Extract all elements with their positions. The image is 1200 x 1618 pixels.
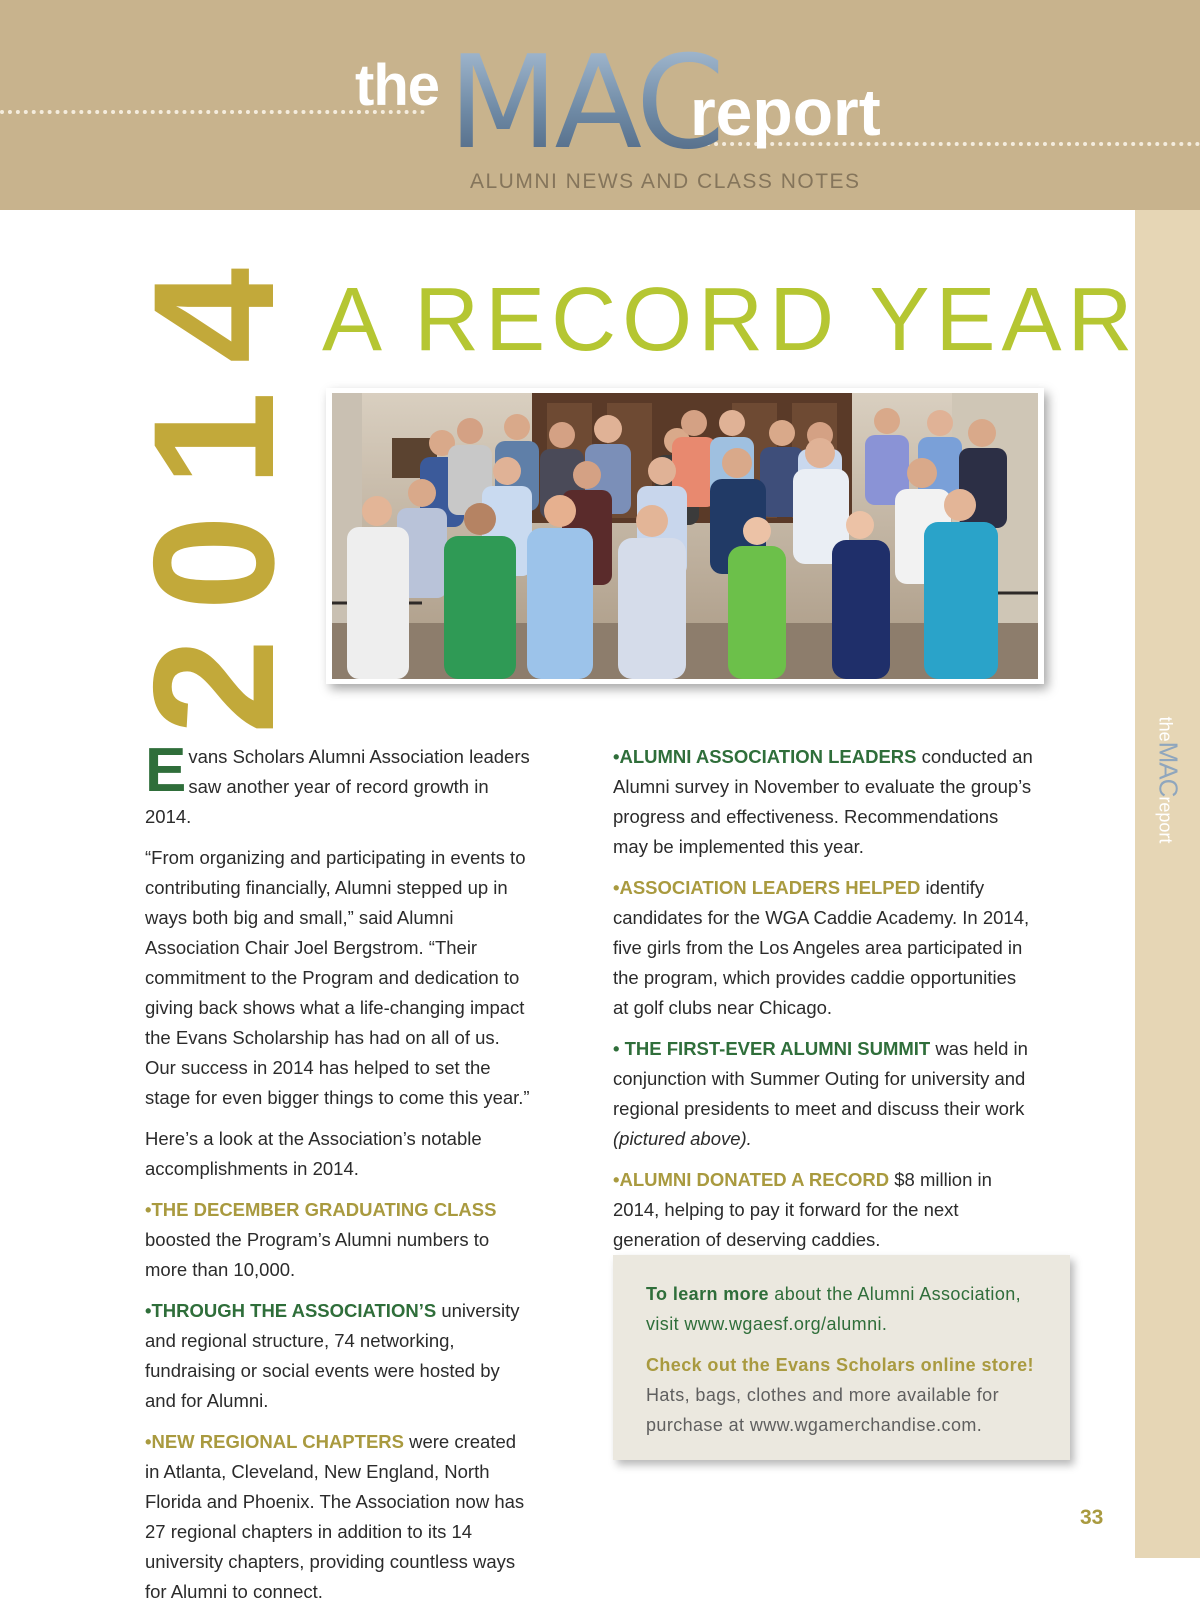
bullet-head: •THROUGH THE ASSOCIATION’S <box>145 1300 437 1321</box>
article-column-left <box>145 736 530 1618</box>
logo-report: report <box>690 75 881 149</box>
bullet-text: conducted an Alumni survey in November to evaluate the group’s progress and effectiveness. Recommendations may be implemented this year. <box>613 746 1033 857</box>
bullet-record-donation <box>613 1165 1033 1255</box>
photo-frame <box>326 388 1044 684</box>
bullet-head: •NEW REGIONAL CHAPTERS <box>145 1431 404 1452</box>
learn-more-link-text[interactable]: about the Alumni Association, visit www.wgaesf.org/alumni. <box>646 1284 1022 1334</box>
article-headline: A RECORD YEAR <box>322 270 1139 370</box>
bullet-alumni-summit <box>613 1034 1033 1154</box>
bullet-regional-chapters <box>145 1427 530 1607</box>
quote-paragraph: “From organizing and participating in events to contributing financially, Alumni stepped up in ways both big and small,” said Alumni Association Chair Joel Bergstrom. “Their commitment to the Program and dedication to giving back shows what a life-changing impact the Evans Scholarship has had on all of us. Our success in 2014 has helped to set the stage for even bigger things to come this year.” <box>145 847 530 1108</box>
bullet-text: university and regional structure, 74 networking, fundraising or social events were hosted by and for Alumni. <box>145 1300 520 1411</box>
side-logo-mac: MAC <box>1153 741 1184 797</box>
bullet-text: was held in conjunction with Summer Outing for university and regional presidents to meet and discuss their work <box>613 1038 1028 1119</box>
logo-mac: MAC <box>448 29 722 178</box>
bullet-head: •ALUMNI DONATED A RECORD <box>613 1169 890 1190</box>
bullet-head: • THE FIRST-EVER ALUMNI SUMMIT <box>613 1038 931 1059</box>
masthead-subtitle: ALUMNI NEWS AND CLASS NOTES <box>470 170 861 193</box>
intro-paragraph <box>145 736 530 832</box>
bullet-text: boosted the Program’s Alumni numbers to more than 10,000. <box>145 1229 490 1280</box>
drop-cap: E <box>145 736 187 805</box>
bullet-caddie-academy <box>613 873 1033 1023</box>
bullet-association-structure <box>145 1296 530 1416</box>
bullet-head: •THE DECEMBER GRADUATING CLASS <box>145 1199 497 1220</box>
group-photo <box>332 393 1038 679</box>
bullet-graduating-class <box>145 1195 530 1285</box>
learn-more-bold: To learn more <box>646 1284 769 1304</box>
lead-in-paragraph: Here’s a look at the Association’s notable accomplishments in 2014. <box>145 1128 482 1179</box>
side-logo-report: report <box>1155 796 1176 844</box>
learn-more-text <box>646 1279 1056 1339</box>
group-photo-illustration <box>332 393 1038 679</box>
bullet-head: •ASSOCIATION LEADERS HELPED <box>613 877 921 898</box>
intro-text: vans Scholars Alumni Association leaders saw another year of record growth in 2014. <box>145 746 530 827</box>
article-column-right <box>613 742 1033 1266</box>
bullet-text: were created in Atlanta, Cleveland, New England, North Florida and Phoenix. The Association now has 27 regional chapters in addition to its 14 university chapters, providing countless ways for Alumni to connect. <box>145 1431 525 1602</box>
bullet-caption-note: (pictured above). <box>613 1128 752 1149</box>
bullet-text: identify candidates for the WGA Caddie Academy. In 2014, five girls from the Los Angeles area participated in the program, which provides caddie opportunities at golf clubs near Chicago. <box>613 877 1030 1018</box>
bullet-alumni-survey <box>613 742 1033 862</box>
masthead <box>0 0 1200 210</box>
year-vertical: 2014 <box>118 239 310 735</box>
bullet-head: •ALUMNI ASSOCIATION LEADERS <box>613 746 917 767</box>
page-number: 33 <box>1080 1506 1104 1529</box>
side-logo <box>1153 717 1184 844</box>
side-strip <box>1135 210 1200 1558</box>
side-logo-the: the <box>1155 716 1176 742</box>
store-link-text[interactable]: Hats, bags, clothes and more available for purchase at www.wgamerchandise.com. <box>646 1385 999 1435</box>
info-box <box>613 1255 1070 1460</box>
store-text <box>646 1350 1056 1440</box>
logo-the: the <box>355 53 439 118</box>
store-heading: Check out the Evans Scholars online store! <box>646 1355 1034 1375</box>
bullet-text: $8 million in 2014, helping to pay it forward for the next generation of deserving caddies. <box>613 1169 992 1250</box>
